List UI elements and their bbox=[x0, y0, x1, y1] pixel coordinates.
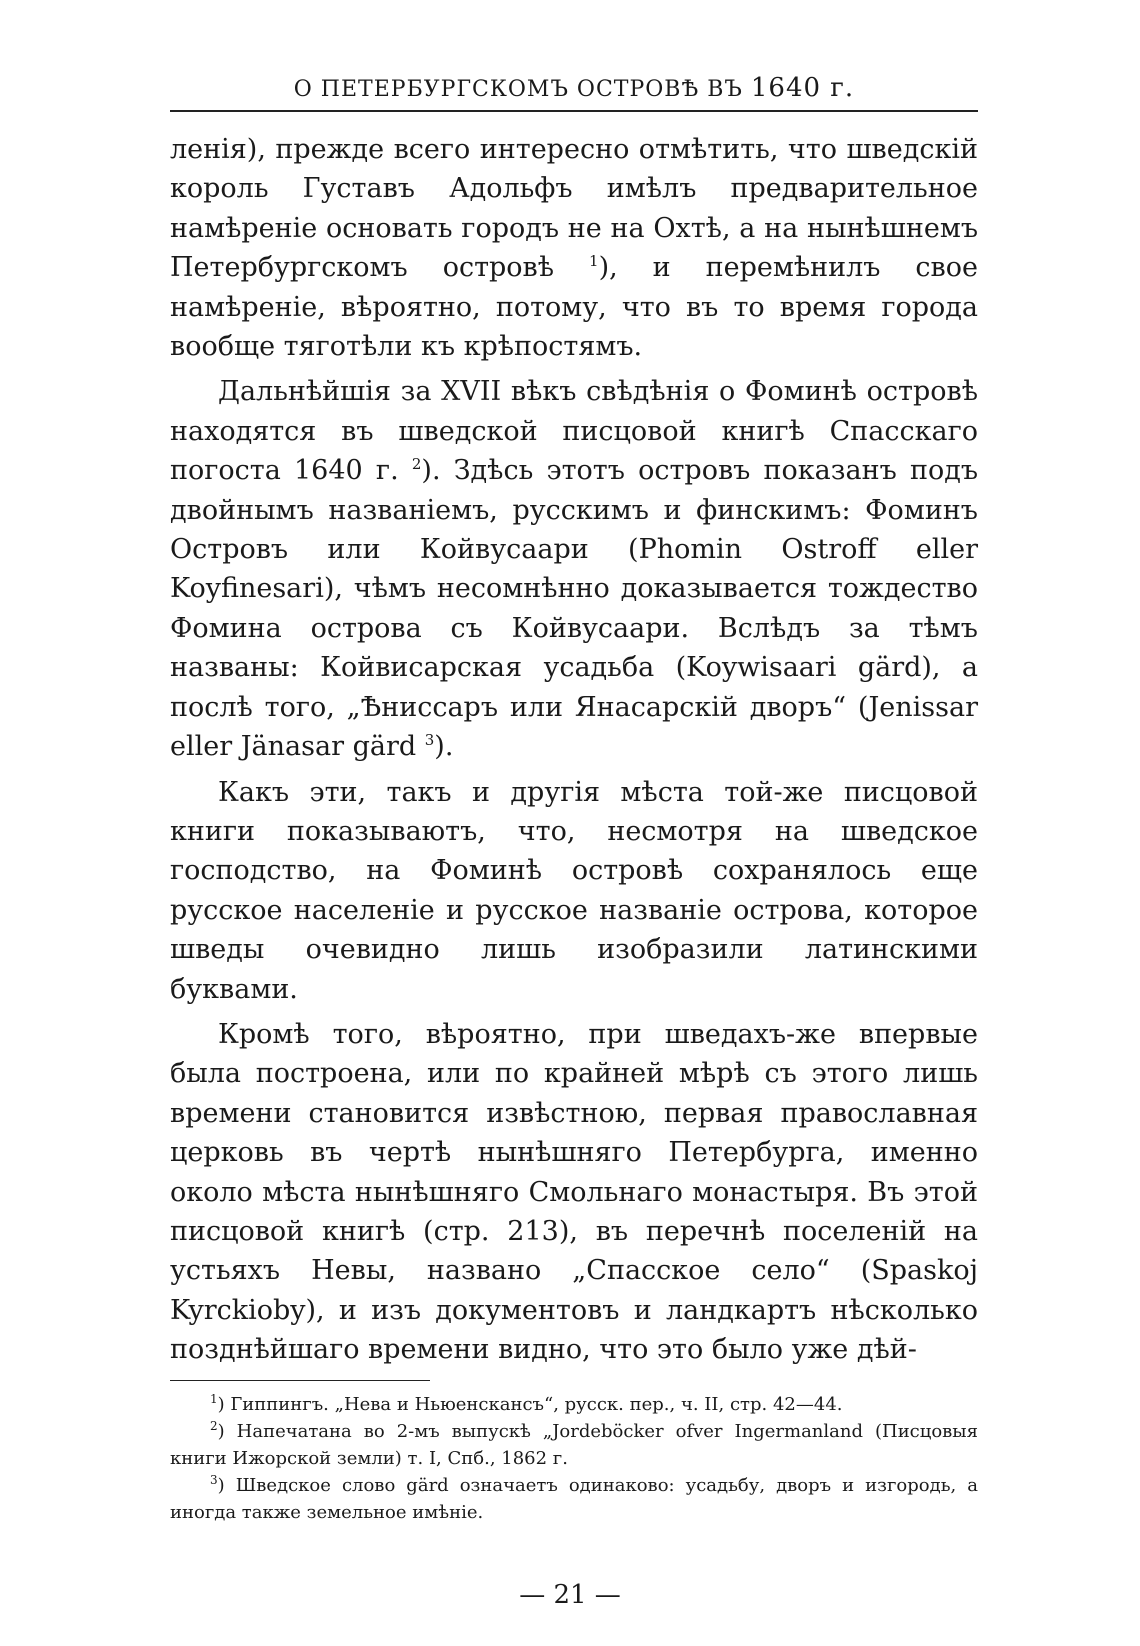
paragraph-1-text-b: ), и перемѣнилъ свое намѣреніе, вѣроятно, потому, что въ то время города вообще тяготѣли къ крѣпостямъ. bbox=[170, 252, 978, 363]
footnote-mark-3: 3 bbox=[210, 1472, 218, 1487]
footnote-rule bbox=[170, 1380, 430, 1381]
running-head bbox=[170, 70, 978, 106]
footnote-3-text: ) Шведское слово gärd означаетъ одинаково: усадьбу, дворъ и изгородь, а иногда также земельное имѣніе. bbox=[170, 1474, 978, 1523]
footnote-ref-3[interactable]: 3 bbox=[424, 731, 435, 750]
footnote-2 bbox=[170, 1418, 978, 1472]
paragraph-1-text-a: ленія), прежде всего интересно отмѣтить, что шведскій король Густавъ Адольфъ имѣлъ предварительное намѣреніе основать городъ не на Охтѣ, а на нынѣшнемъ Петербургскомъ островѣ bbox=[170, 134, 978, 284]
footnote-ref-1[interactable]: 1 bbox=[589, 252, 599, 271]
footnotes bbox=[170, 1391, 978, 1526]
page-number: — 21 — bbox=[519, 1580, 621, 1610]
paragraph-4: Кромѣ того, вѣроятно, при шведахъ-же впервые была построена, или по крайней мѣрѣ съ этого лишь времени становится извѣстною, первая православная церковь въ чертѣ нынѣшняго Петербурга, именно около мѣста нынѣшняго Смольнаго монастыря. Въ этой писцовой книгѣ (стр. 213), въ перечнѣ поселеній на устьяхъ Невы, названо „Спасское село“ (Spaskoj Kyrckioby), и изъ документовъ и ландкартъ нѣсколько позднѣйшаго времени видно, что это было уже дѣй- bbox=[170, 1018, 978, 1366]
running-head-year: 1640 г. bbox=[750, 73, 855, 103]
paragraph-1 bbox=[170, 130, 978, 366]
running-head-title: О ПЕТЕРБУРГСКОМЪ ОСТРОВѢ ВЪ bbox=[293, 77, 743, 102]
paragraph-2 bbox=[170, 372, 978, 766]
body-text bbox=[170, 130, 978, 1370]
footnote-1-text: ) Гиппингъ. „Нева и Ньюенскансъ“, русск. пер., ч. II, стр. 42—44. bbox=[217, 1393, 843, 1415]
footnote-mark-2: 2 bbox=[210, 1418, 218, 1433]
paragraph-3: Какъ эти, такъ и другія мѣста той-же писцовой книги показываютъ, что, несмотря на шведское господство, на Фоминѣ островѣ сохранялось еще русское населеніе и русское названіе острова, которое шведы очевидно лишь изобразили латинскими буквами. bbox=[170, 776, 978, 1005]
footnote-2-text: ) Напечатана во 2-мъ выпускѣ „Jordeböcker ofver Ingermanland (Писцовыя книги Ижорской земли) т. I, Спб., 1862 г. bbox=[170, 1420, 978, 1469]
paragraph-2-text-c: ). bbox=[434, 731, 454, 763]
footnote-mark-1: 1 bbox=[210, 1391, 218, 1406]
footnote-ref-2[interactable]: 2 bbox=[411, 455, 422, 474]
footnote-1 bbox=[170, 1391, 978, 1418]
footnote-3 bbox=[170, 1472, 978, 1526]
paragraph-2-text-b: ). Здѣсь этотъ островъ показанъ подъ двойнымъ названіемъ, русскимъ и финскимъ: Фоминъ Островъ или Койвусаари (Phomin Ostroff eller Koyfinesari), чѣмъ несомнѣнно доказывается тождество Фомина острова съ Койвусаари. Вслѣдъ за тѣмъ названы: Койвисарская усадьба (Koywisaari gärd), а послѣ того, „Ѣниссаръ или Янасарскій дворъ“ (Jenissar eller Jänasar gärd bbox=[170, 455, 979, 763]
header-rule bbox=[170, 110, 978, 112]
paragraph-2-text-a: Дальнѣйшія за XVII вѣкъ свѣдѣнія о Фоминѣ островѣ находятся въ шведской писцовой книгѣ Спасскаго погоста 1640 г. bbox=[170, 376, 978, 487]
page bbox=[170, 70, 978, 1526]
